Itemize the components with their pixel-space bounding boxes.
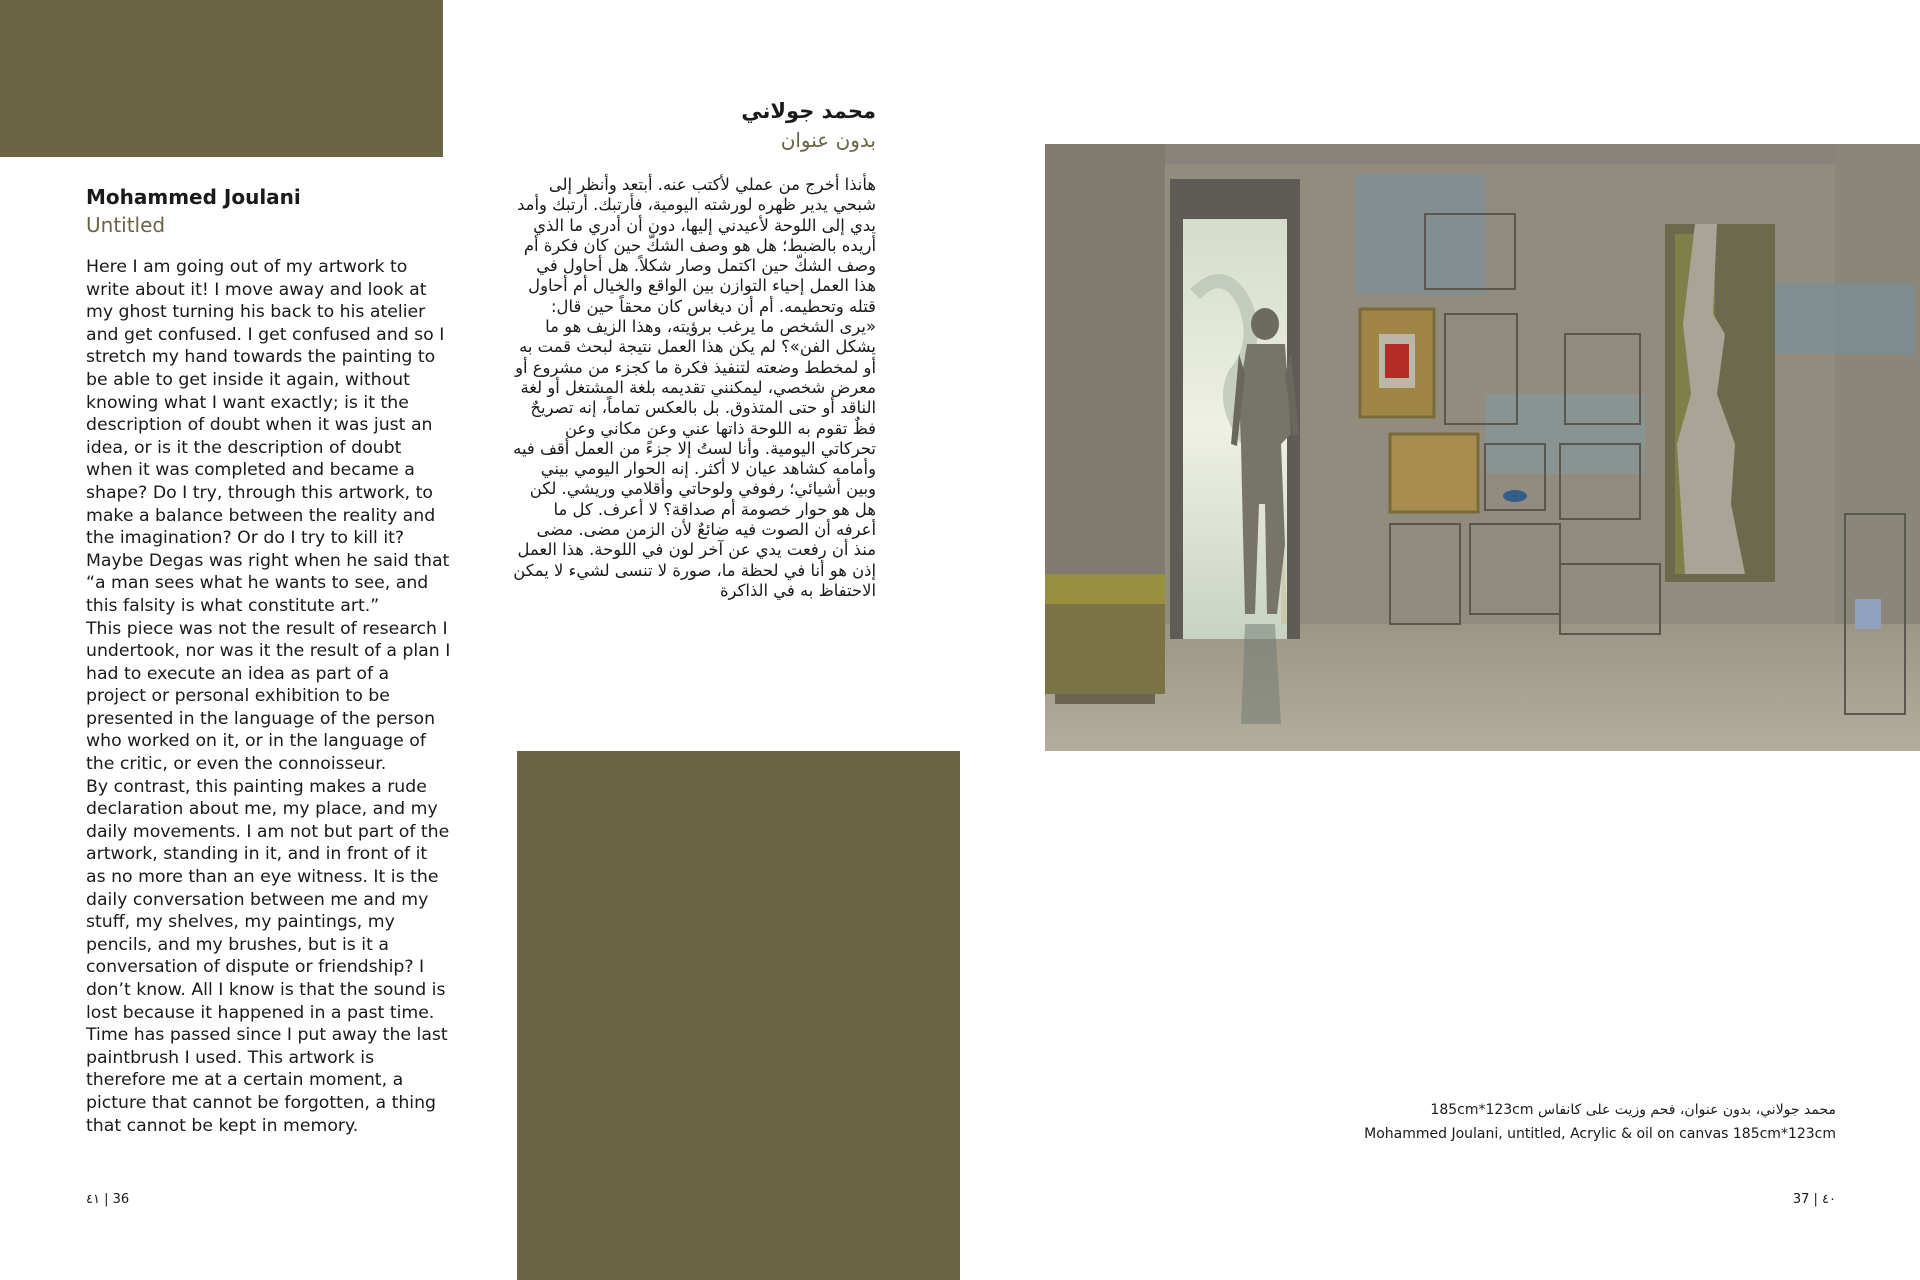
english-body	[86, 256, 451, 1137]
artist-name-arabic: محمد جولاني	[741, 99, 876, 123]
artwork-title-arabic: بدون عنوان	[780, 128, 876, 152]
artwork-title-english: Untitled	[86, 213, 166, 237]
english-paragraph: This piece was not the result of research I undertook, nor was it the result of a plan I had to execute an idea as part of a project or personal exhibition to be presented in the language of the person who worked on it, or in the language of the critic, or even the connoisseur.	[86, 618, 451, 775]
page-number-right: 37 | ٤٠	[1792, 1192, 1836, 1207]
english-paragraph: Here I am going out of my artwork to write about it! I move away and look at my ghost turning his back to his atelier and get confused. I get confused and so I stretch my hand towards the painting to be able to get inside it again, without knowing what I want exactly; is it the description of doubt when it was just an idea, or is it the description of doubt when it was completed and became a shape? Do I try, through this artwork, to make a balance between the reality and the imagination? Or do I try to kill it? Maybe Degas was right when he said that “a man sees what he wants to see, and this falsity is what constitute art.”	[86, 257, 450, 616]
caption-english: Mohammed Joulani, untitled, Acrylic & oil on canvas 185cm*123cm	[1364, 1126, 1836, 1142]
arabic-text-column	[510, 97, 876, 601]
english-text-column	[86, 184, 451, 1137]
artwork-caption	[1364, 1098, 1836, 1146]
arabic-body: هأنذا أخرج من عملي لأكتب عنه. أبتعد وأنظر إلى شبحي يدير ظهره لورشته اليومية، فأرتبك. أرتبك وأمد يدي إلى اللوحة لأعيدني إليها، دون أن أدري ما الذي أريده بالضبط؛ هل هو وصف الشكّ حين كان فكرة أم وصف الشكّ حين اكتمل وصار شكلاً. هل أحاول في هذا العمل إحياء التوازن بين الواقع والخيال أم أحاول قتله وتحطيمه. أم أن ديغاس كان محقاً حين قال: «يرى الشخص ما يرغب برؤيته، وهذا الزيف هو ما يشكل الفن»؟ لم يكن هذا العمل نتيجة لبحث قمت به أو لمخطط وضعته لتنفيذ فكرة ما كجزء من مشروع أو معرض شخصي، ليمكنني تقديمه بلغة المشتغل أو لغة الناقد أو حتى المتذوق. بل بالعكس تماماً، إنه تصريحٌ فظٌ تقوم به اللوحة ذاتها عني وعن مكاني وعن تحركاتي اليومية. وأنا لستُ إلا جزءً من العمل أقف فيه وأمامه كشاهد عيان لا أكثر. إنه الحوار اليومي بيني وبين أشيائي؛ رفوفي ولوحاتي وأقلامي وريشي. لكن هل هو حوار خصومة أم صداقة؟ لا أعرف. كل ما أعرفه أن الصوت فيه ضائعٌ لأن الزمن مضى. مضى منذ أن رفعت يدي عن آخر لون في اللوحة. هذا العمل إذن هو أنا في لحظة ما، صورة لا تنسى لشيء لا يمكن الاحتفاظ به في الذاكرة	[513, 175, 876, 600]
decorative-color-block-bottom	[517, 751, 960, 1280]
caption-arabic: محمد جولاني، بدون عنوان، فحم وزيت على كانفاس 185cm*123cm	[1430, 1102, 1836, 1118]
artwork-image	[1045, 144, 1920, 751]
page-number-left: ٤١ | 36	[86, 1192, 130, 1207]
artist-name-english: Mohammed Joulani	[86, 185, 301, 209]
decorative-color-block-top	[0, 0, 443, 157]
english-paragraph: By contrast, this painting makes a rude declaration about me, my place, and my daily movements. I am not but part of the artwork, standing in it, and in front of it as no more than an eye witness. It is the daily conversation between me and my stuff, my shelves, my paintings, my pencils, and my brushes, but is it a conversation of dispute or friendship? I don’t know. All I know is that the sound is lost because it happened in a past time. Time has passed since I put away the last paintbrush I used. This artwork is therefore me at a certain moment, a picture that cannot be forgotten, a thing that cannot be kept in memory.	[86, 776, 450, 1136]
